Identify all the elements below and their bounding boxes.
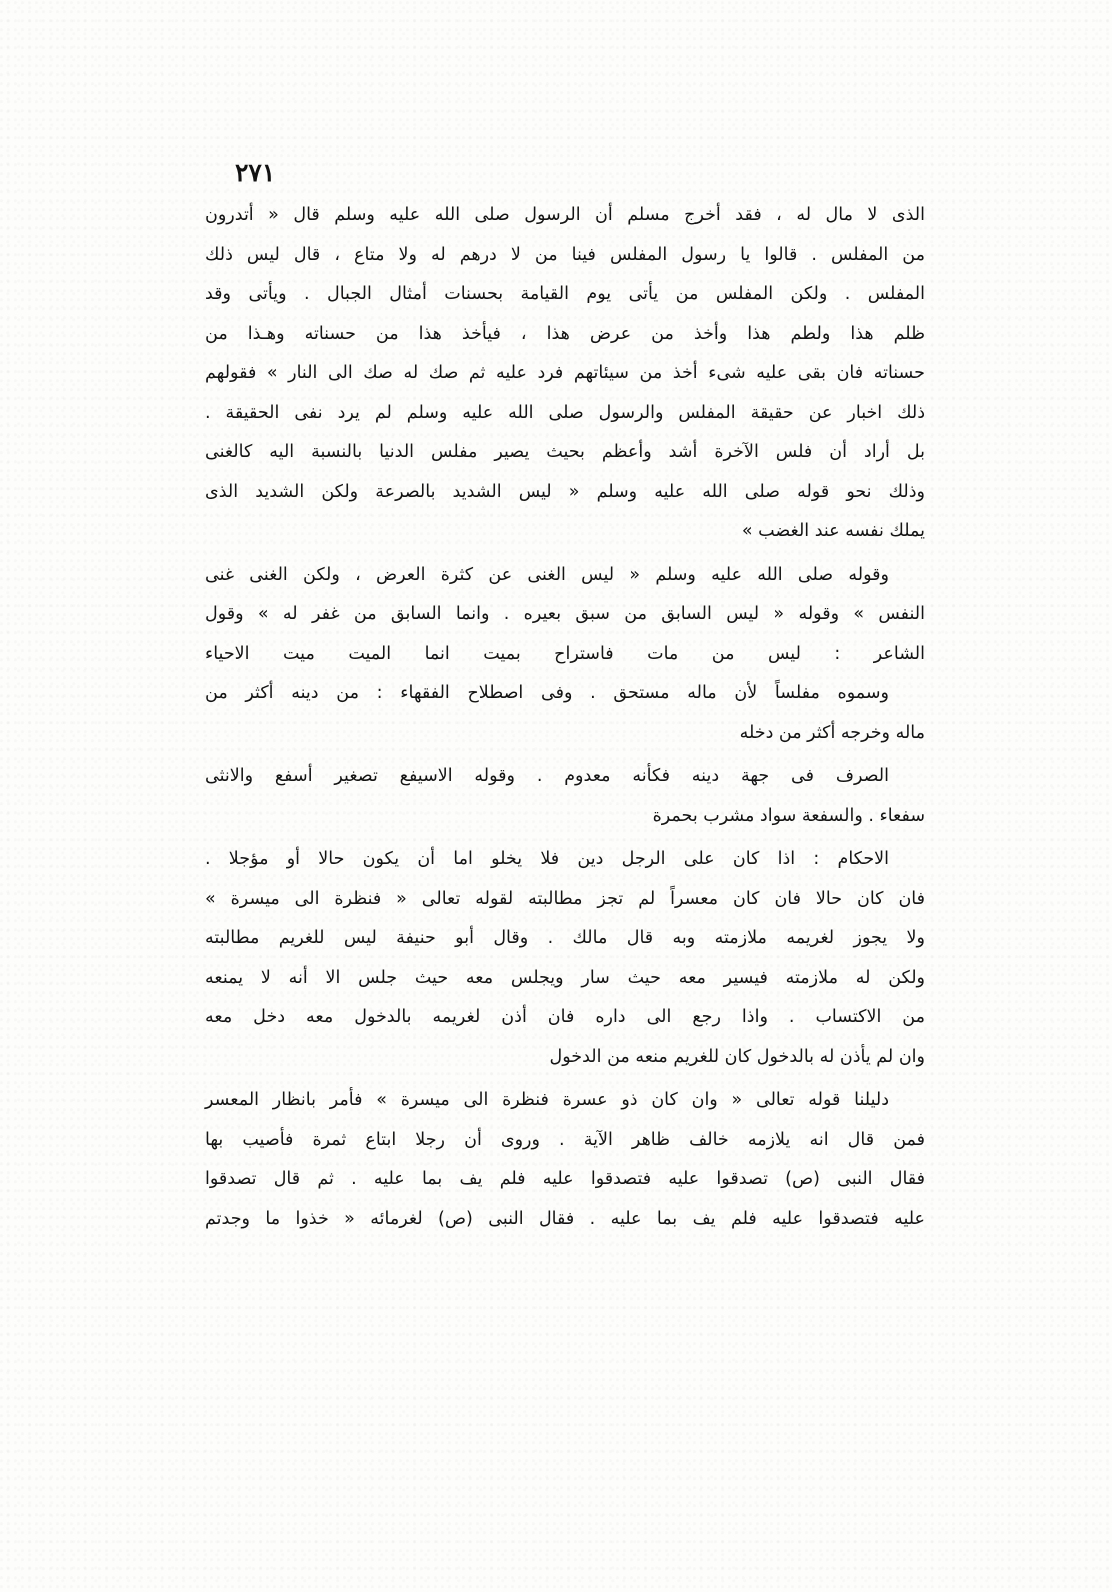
text-line: ولا يجوز لغريمه ملازمته وبه قال مالك . وقال أبو حنيفة ليس للغريم مطالبته <box>205 928 925 948</box>
text-line: ولكن له ملازمته فيسير معه حيث سار ويجلس معه حيث جلس الا أنه لا يمنعه <box>205 967 925 988</box>
page-number: ٢٧١ <box>235 158 276 187</box>
text-line: وسموه مفلساً لأن ماله مستحق . وفى اصطلاح الفقهاء : من دينه أكثر من <box>205 683 889 703</box>
text-line: وقوله صلى الله عليه وسلم « ليس الغنى عن كثرة العرض ، ولكن الغنى غنى <box>205 564 889 585</box>
text-line: من المفلس . قالوا يا رسول المفلس فينا من لا درهم له ولا متاع ، قال ليس ذلك <box>205 244 925 265</box>
poetry-line: الشاعر : ليس من مات فاستراح بميت انما الميت ميت الاحياء <box>205 643 925 664</box>
text-line: ذلك اخبار عن حقيقة المفلس والرسول صلى الله عليه وسلم لم يرد نفى الحقيقة . <box>205 402 925 423</box>
text-line: حسناته فان بقى عليه شىء أخذ من سيئاتهم فرد عليه ثم صك له صك الى النار » فقولهم <box>205 363 925 383</box>
text-line: المفلس . ولكن المفلس من يأتى يوم القيامة بحسنات أمثال الجبال . ويأتى وقد <box>205 284 925 304</box>
text-line: وان لم يأذن له بالدخول كان للغريم منعه من الدخول <box>549 1046 925 1067</box>
text-line: سفعاء . والسفعة سواد مشرب بحمرة <box>652 805 925 826</box>
text-line: فقال النبى (ص) تصدقوا عليه فتصدقوا عليه فلم يف بما عليه . ثم قال تصدقوا <box>205 1169 925 1189</box>
text-line: ماله وخرجه أكثر من دخله <box>739 722 925 743</box>
text-line: دليلنا قوله تعالى « وان كان ذو عسرة فنظرة الى ميسرة » فأمر بانظار المعسر <box>205 1090 889 1110</box>
text-line: الذى لا مال له ، فقد أخرج مسلم أن الرسول صلى الله عليه وسلم قال « أتدرون <box>205 205 925 225</box>
text-line: عليه فتصدقوا عليه فلم يف بما عليه . فقال النبى (ص) لغرمائه « خذوا ما وجدتم <box>205 1208 925 1229</box>
text-line: وذلك نحو قوله صلى الله عليه وسلم « ليس الشديد بالصرعة ولكن الشديد الذى <box>205 481 925 502</box>
text-line: الصرف فى جهة دينه فكأنه معدوم . وقوله الاسيفع تصغير أسفع والانثى <box>205 766 889 786</box>
text-line: النفس » وقوله « ليس السابق من سبق بعيره . وانما السابق من غفر له » وقول <box>205 604 925 624</box>
body-text <box>205 196 925 1239</box>
text-line: يملك نفسه عند الغضب » <box>741 521 925 541</box>
text-line: الاحكام : اذا كان على الرجل دين فلا يخلو اما أن يكون حالا أو مؤجلا . <box>205 849 889 869</box>
text-line: فان كان حالا فان كان معسراً لم تجز مطالبته لقوله تعالى « فنظرة الى ميسرة » <box>205 888 925 909</box>
text-line: فمن قال انه يلازمه خالف ظاهر الآية . وروى أن رجلا ابتاع ثمرة فأصيب بها <box>205 1129 925 1150</box>
text-line: ظلم هذا ولطم هذا وأخذ من عرض هذا ، فيأخذ هذا من حسناته وهـذا من <box>205 323 925 344</box>
text-line: من الاكتساب . واذا رجع الى داره فان أذن لغريمه بالدخول معه دخل معه <box>205 1007 925 1027</box>
text-line: بل أراد أن فلس الآخرة أشد وأعظم بحيث يصير مفلس الدنيا بالنسبة اليه كالغنى <box>205 442 925 462</box>
